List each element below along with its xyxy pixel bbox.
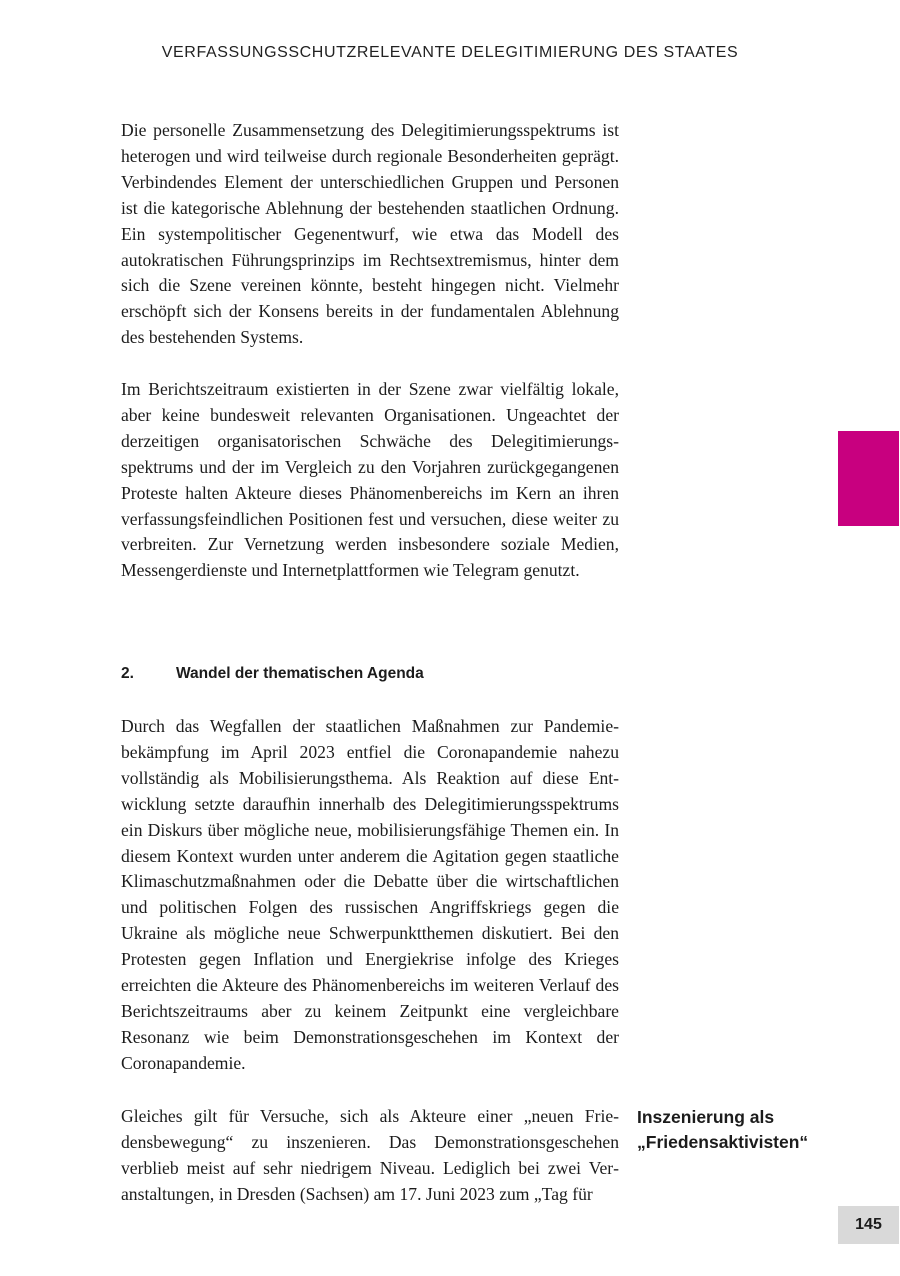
margin-note: [637, 1105, 837, 1155]
paragraph-1-block: [121, 118, 619, 351]
chapter-tab-marker: [838, 431, 899, 526]
paragraph-3-block: [121, 714, 619, 1077]
margin-note-line-2: „Friedensaktivisten“: [637, 1132, 809, 1152]
running-header: VERFASSUNGSSCHUTZRELEVANTE DELEGITIMIERUNG DES STAATES: [161, 44, 739, 61]
body-paragraph: Gleiches gilt für Versuche, sich als Akteure einer „neuen Friedensbewegung“ zu inszenieren. Das Demonstrationsgeschehen verblieb meist auf sehr niedrigem Niveau. Lediglich bei zwei Veranstaltungen, in Dresden (Sachsen) am 17. Juni 2023 zum „Tag für: [121, 1106, 619, 1204]
body-paragraph: Im Berichtszeitraum existierten in der Szene zwar vielfältig lokale, aber keine bundesweit relevanten Organisationen. Ungeachtet der derzeitigen organisatorischen Schwäche des Delegitimierungsspektrums und der im Vergleich zu den Vorjahren zurückgegangenen Proteste halten Akteure dieses Phänomenbereichs im Kern an ihren verfassungsfeindlichen Positionen fest und versuchen, diese weiter zu verbreiten. Zur Vernetzung werden insbesondere soziale Medien, Messengerdienste und Internetplattformen wie Telegram genutzt.: [121, 379, 619, 581]
section-title: Wandel der thematischen Agenda: [176, 665, 424, 682]
page-number: 145: [838, 1206, 899, 1244]
body-paragraph: Die personelle Zusammensetzung des Delegitimierungsspektrums ist heterogen und wird teilweise durch regionale Besonderheiten geprägt. Verbindendes Element der unterschiedlichen Gruppen und Personen ist die kategorische Ablehnung der bestehenden staatlichen Ordnung. Ein systempolitischer Gegenentwurf, wie etwa das Modell des autokratischen Führungsprinzips im Rechtsextremismus, hinter dem sich die Szene vereinen könnte, besteht hingegen nicht. Vielmehr erschöpft sich der Konsens bereits in der fundamentalen Ablehnung des bestehenden Systems.: [121, 120, 619, 348]
margin-note-line-1: Inszenierung als: [637, 1107, 775, 1127]
section-heading: [121, 665, 424, 683]
body-paragraph: Durch das Wegfallen der staatlichen Maßnahmen zur Pandemiebekämpfung im April 2023 entfiel die Coronapandemie nahezu vollständig als Mobilisierungsthema. Als Reaktion auf diese Entwicklung setzte daraufhin innerhalb des Delegitimierungsspektrums ein Diskurs über mögliche neue, mobilisierungsfähige Themen ein. In diesem Kontext wurden unter anderem die Agitation gegen staatliche Klimaschutzmaßnahmen oder die Debatte über die wirtschaftlichen und politischen Folgen des russischen Angriffskriegs gegen die Ukraine als mögliche neue Schwerpunktthemen diskutiert. Bei den Protesten gegen Inflation und Energiekrise infolge des Krieges erreichten die Akteure des Phänomenbereichs im weiteren Verlauf des Berichtszeitraums aber zu keinem Zeitpunkt eine vergleichbare Resonanz wie beim Demonstrationsgeschehen im Kontext der Coronapandemie.: [121, 716, 619, 1073]
paragraph-2-block: [121, 377, 619, 584]
section-number: 2.: [121, 665, 134, 682]
paragraph-4-block: [121, 1104, 619, 1208]
